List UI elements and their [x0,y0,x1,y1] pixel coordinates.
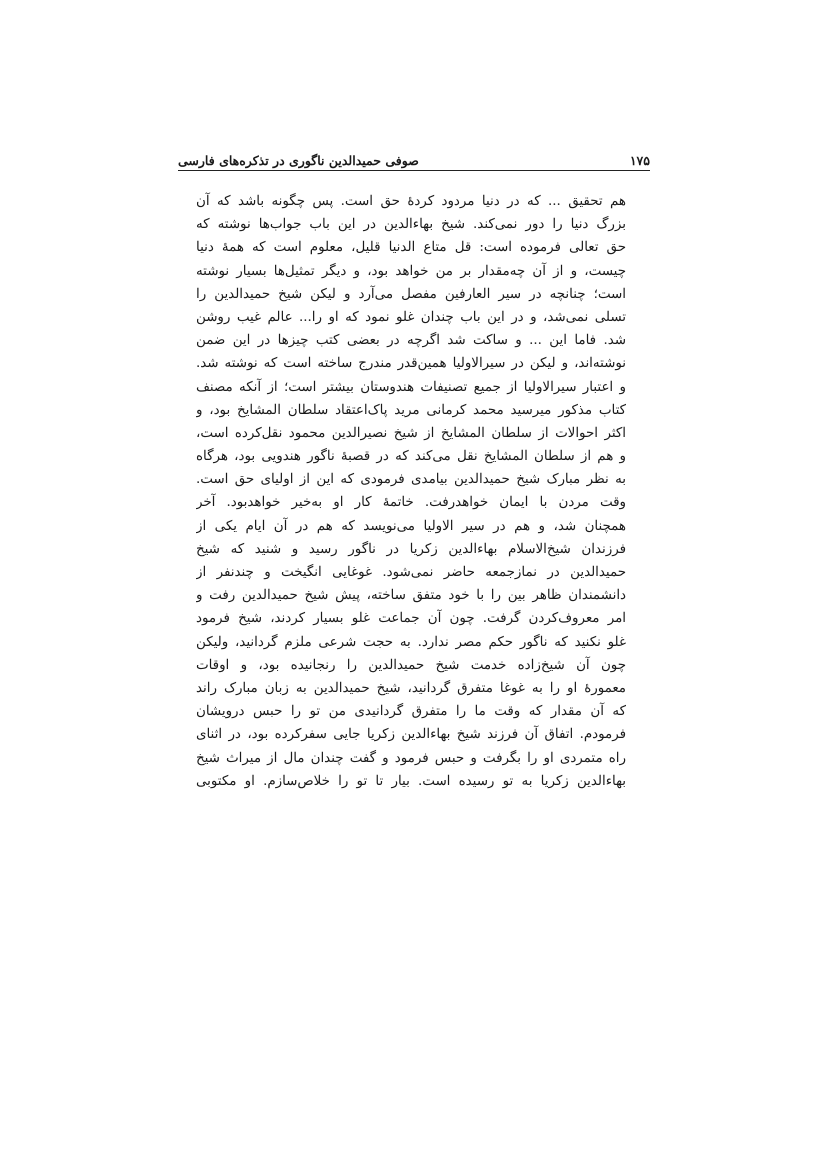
text-line: نوشته‌اند، و لیکن در سیرالاولیا همین‌قدر مندرج ساخته است که نوشته شد. [196,356,626,372]
text-line: به نظر مبارک شیخ حمیدالدین بیامدی فرمودی که این از اولیای حق است. [196,472,626,488]
header-divider [178,170,650,171]
text-line: امر معروف‌کردن گرفت. چون آن جماعت غلو بسیار کردند، شیخ فرمود [196,611,626,627]
text-line: بزرگ دنیا را دور نمی‌کند. شیخ بهاءالدین در این باب جواب‌ها نوشته که [196,217,626,233]
text-line: حمیدالدین در نمازجمعه حاضر نمی‌شود. غوغایی انگیخت و چندنفر از [196,565,626,580]
text-line: و اعتبار سیرالاولیا از جمیع تصنیفات هندوستان بیشتر است؛ از آنکه مصنف [196,379,626,395]
page-number: ۱۷۵ [629,153,650,168]
text-line: بهاءالدین زکریا به تو رسیده است. بیار تا تو را خلاص‌سازم. او مکتوبی [196,773,626,789]
text-line: که آن مقدار که وقت ما را متفرق گردانیدی من تو را حبس درویشان [196,704,626,720]
text-line: است؛ چنانچه در سیر العارفین مفصل می‌آرد و لیکن شیخ حمیدالدین را [196,286,626,302]
running-header [178,146,650,168]
text-line: معمورهٔ او را به غوغا متفرق گردانید، شیخ حمیدالدین به زبان مبارک راند [196,680,626,696]
text-line: چیست، و از آن چه‌مقدار بر من خواهد بود، و دیگر تمثیل‌ها بسیار نوشته [196,263,626,279]
text-line: هم تحقیق ... که در دنیا مردود کردهٔ حق است. پس چگونه باشد که آن [196,194,626,209]
text-line: تسلی نمی‌شد، و در این باب چندان غلو نمود که او را... عالم غیب روشن [196,309,626,325]
text-line: فرزندان شیخ‌الاسلام بهاءالدین زکریا در ناگور رسید و شنید که شیخ [196,541,626,557]
text-line: دانشمندان ظاهر بین را با خود متفق ساخته، پیش شیخ حمیدالدین رفت و [196,588,626,604]
body-text [196,190,626,793]
text-line: غلو نکنید که ناگور حکم مصر ندارد. به حجت شرعی ملزم گردانید، ولیکن [196,634,626,650]
text-line: فرمودم. اتفاق آن فرزند شیخ بهاءالدین زکریا جایی سفرکرده بود، در اثنای [196,727,626,743]
text-line: حق تعالی فرموده است: قل متاع الدنیا قلیل، معلوم است که همهٔ دنیا [196,240,626,256]
text-line: اکثر احوالات از سلطان المشایخ از شیخ نصیرالدین محمود نقل‌کرده است، [196,425,626,441]
text-line: و هم از سلطان المشایخ نقل می‌کند که در قصبهٔ ناگور هندویی بود، هرگاه [196,449,626,465]
running-title: صوفی حمیدالدین ناگوری در تذکره‌های فارسی [178,153,419,168]
text-line: وقت مردن با ایمان خواهدرفت. خاتمهٔ کار او به‌خیر خواهدبود. آخر [196,495,626,511]
text-line: شد. فاما این ... و ساکت شد اگرچه در بعضی کتب چیزها در این ضمن [196,333,626,349]
text-line: راه متمردی او را بگرفت و حبس فرمود و گفت چندان مال از میراث شیخ [196,750,626,766]
text-line: کتاب مذکور میرسید محمد کرمانی مرید پاک‌اعتقاد سلطان المشایخ بود، و [196,402,626,418]
text-line: چون آن شیخ‌زاده خدمت شیخ حمیدالدین را رنجانیده بود، و اوقات [196,657,626,673]
text-line: همچنان شد، و هم در سیر الاولیا می‌نویسد که هم در آن ایام یکی از [196,518,626,534]
